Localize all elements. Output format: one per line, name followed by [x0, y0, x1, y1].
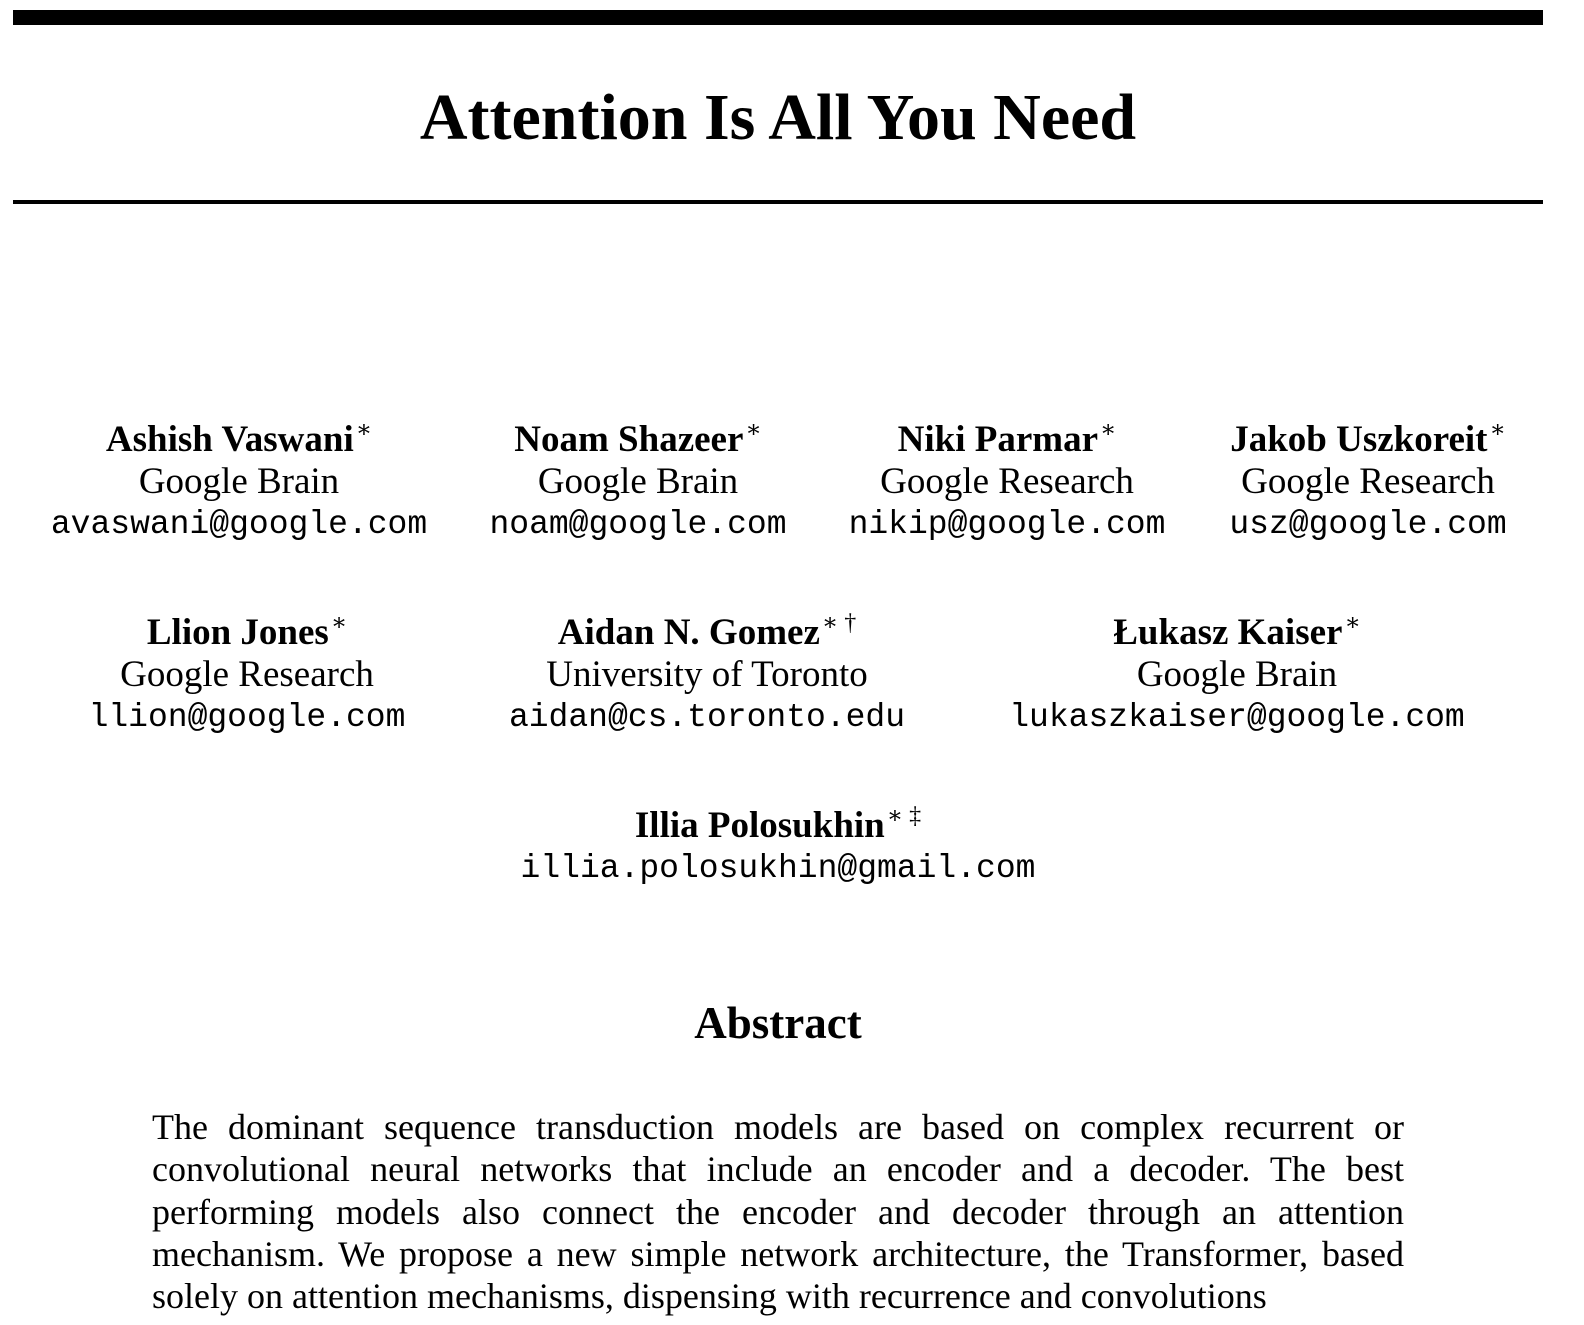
author-affiliation: University of Toronto	[546, 654, 868, 695]
author-email: lukaszkaiser@google.com	[1009, 699, 1465, 736]
author-affiliation: Google Research	[120, 654, 374, 695]
author-affiliation: Google Brain	[138, 461, 340, 502]
author-email: avaswani@google.com	[50, 506, 428, 543]
author-footnote-mark: ∗	[355, 417, 373, 443]
top-rule	[13, 10, 1543, 25]
author-footnote-mark: ∗	[1489, 417, 1506, 443]
author-block-kaiser	[987, 612, 1487, 740]
author-name: Ashish Vaswani∗	[105, 417, 373, 460]
abstract-body: The dominant sequence transduction models are based on complex recurrent or convolutional neural networks that include an encoder and a decoder. The best performing models also connect the encoder and decoder through an attention mechanism. We propose a new simple network architecture, the Transformer, based solely on attention mechanisms, dispensing with recurrence and convolutions	[152, 1107, 1404, 1317]
author-affiliation: Google Brain	[537, 461, 739, 502]
author-footnote-mark: ∗	[745, 417, 762, 443]
author-name: Noam Shazeer∗	[514, 417, 762, 460]
author-email: usz@google.com	[1229, 506, 1507, 543]
author-name: Niki Parmar∗	[897, 417, 1117, 460]
author-email: illia.polosukhin@gmail.com	[520, 850, 1036, 887]
author-footnote-mark: ∗	[330, 610, 348, 636]
author-name: Illia Polosukhin∗ ‡	[634, 803, 922, 846]
author-email: aidan@cs.toronto.edu	[508, 699, 906, 736]
author-footnote-mark: ∗ †	[821, 610, 857, 636]
author-name: Llion Jones∗	[146, 610, 348, 653]
author-email: llion@google.com	[88, 699, 406, 736]
author-email: nikip@google.com	[848, 506, 1166, 543]
author-block-parmar	[832, 419, 1182, 547]
title-underline-rule	[13, 200, 1543, 204]
author-name: Aidan N. Gomez∗ †	[557, 610, 857, 653]
author-block-gomez	[487, 612, 927, 740]
author-email: noam@google.com	[489, 506, 787, 543]
paper-title: Attention Is All You Need	[419, 81, 1137, 154]
author-block-polosukhin	[478, 805, 1078, 891]
author-block-vaswani	[39, 419, 439, 547]
author-footnote-mark: ∗ ‡	[886, 803, 922, 829]
abstract-heading: Abstract	[694, 998, 862, 1048]
author-affiliation: Google Research	[1241, 461, 1495, 502]
author-block-shazeer	[463, 419, 813, 547]
author-name: Jakob Uszkoreit∗	[1230, 417, 1506, 460]
author-footnote-mark: ∗	[1344, 610, 1361, 636]
author-affiliation: Google Brain	[1136, 654, 1338, 695]
author-block-uszkoreit	[1208, 419, 1528, 547]
author-affiliation: Google Research	[880, 461, 1134, 502]
author-footnote-mark: ∗	[1100, 417, 1117, 443]
author-block-jones	[67, 612, 427, 740]
author-name: Łukasz Kaiser∗	[1113, 610, 1361, 653]
